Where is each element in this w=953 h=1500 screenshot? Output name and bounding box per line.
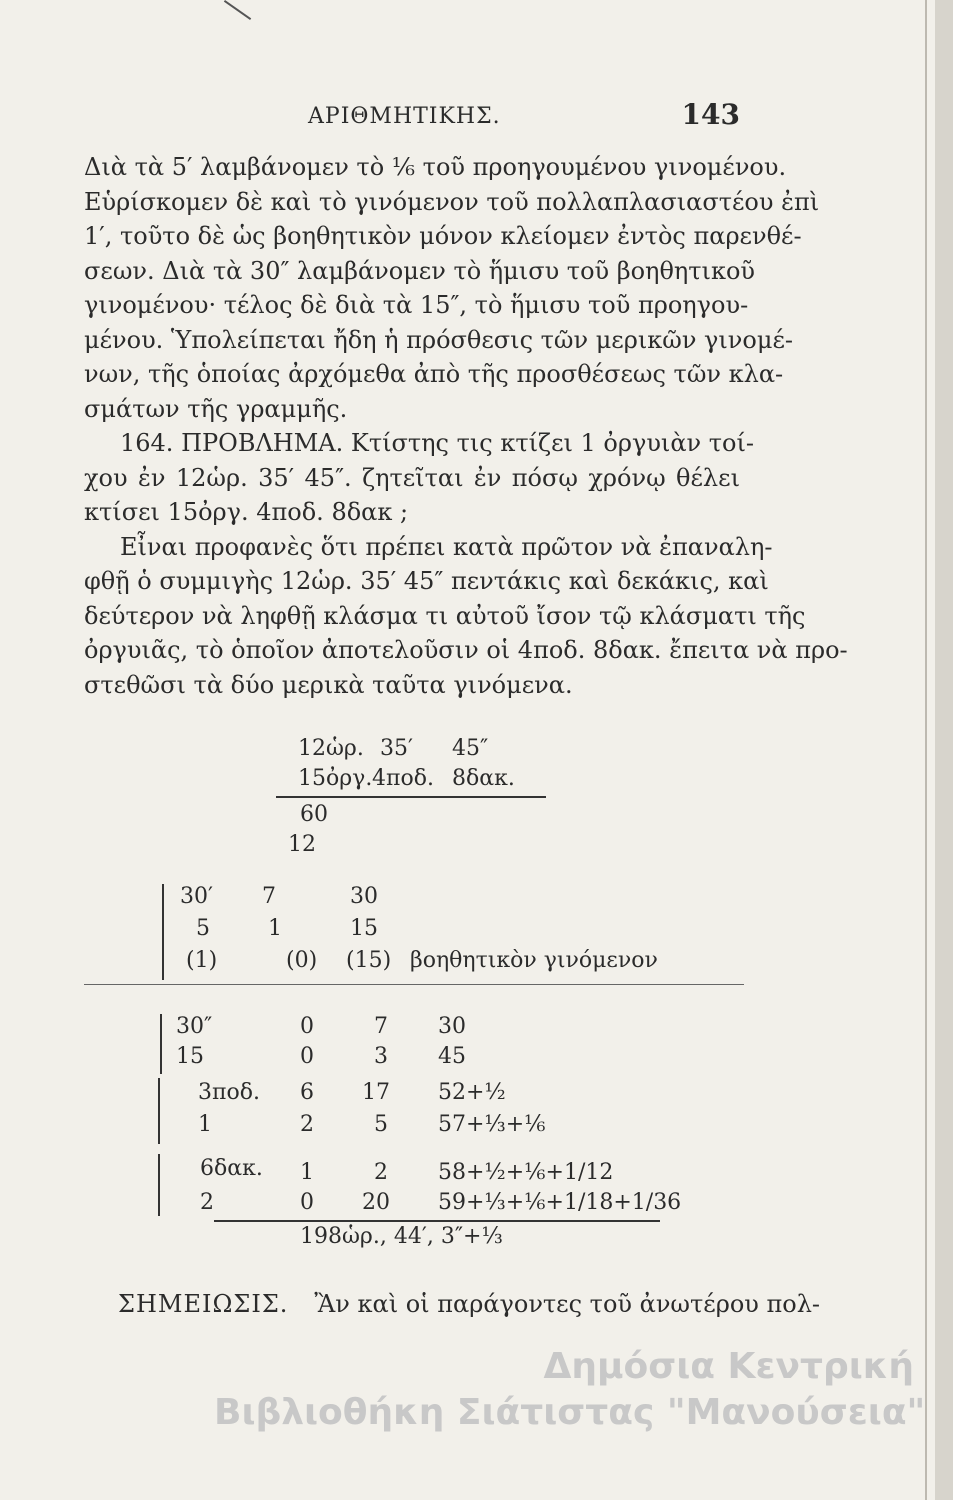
multiplicand-seconds: 45″ [452, 736, 489, 761]
multiplicand-minutes: 35′ [380, 736, 413, 761]
text-line: σεων. Διὰ τὰ 30″ λαμβάνομεν τὸ ἥμισυ τοῦ βοηθητικοῦ [84, 256, 755, 285]
text-line: Διὰ τὰ 5′ λαμβάνομεν τὸ ⅙ τοῦ προηγουμένου γινομένου. [84, 153, 787, 181]
minutes-row-cell: 30′ [180, 884, 213, 909]
text-line: μένου. Ὑπολείπεται ἤδη ἡ πρόσθεσις τῶν μερικῶν γινομέ- [84, 325, 793, 354]
seconds-row-cell: 3 [374, 1044, 388, 1069]
fingers-row-cell: 58+½+⅙+1/12 [438, 1160, 614, 1185]
minutes-row-cell: 30 [350, 884, 378, 909]
multiplier-feet: 4ποδ. [372, 766, 434, 791]
auxiliary-row-cell: (0) [286, 948, 318, 973]
text-line: Εἶναι προφανὲς ὅτι πρέπει κατὰ πρῶτον νὰ ἐπαναλη- [120, 532, 773, 561]
auxiliary-row-cell: (15) [346, 948, 392, 973]
feet-row-cell: 57+⅓+⅙ [438, 1112, 546, 1137]
text-line: φθῇ ὁ συμμιγὴς 12ὡρ. 35′ 45″ πεντάκις καὶ δεκάκις, καὶ [84, 567, 769, 595]
auxiliary-product-label: βοηθητικὸν γινόμενον [410, 948, 658, 973]
brace-seconds [160, 1014, 162, 1074]
text-line: Εὑρίσκομεν δὲ καὶ τὸ γινόμενον τοῦ πολλαπλασιαστέου ἐπὶ [84, 187, 820, 216]
brace-feet [158, 1078, 160, 1144]
feet-row-cell: 3ποδ. [198, 1080, 260, 1105]
note-text: Ἂν καὶ οἱ παράγοντες τοῦ ἀνωτέρου πολ- [314, 1290, 821, 1318]
minutes-row-cell: 1 [268, 916, 282, 941]
feet-row-cell: 6 [300, 1080, 314, 1105]
fingers-row-cell: 1 [300, 1160, 314, 1185]
text-line: γινομένου· τέλος δὲ διὰ τὰ 15″, τὸ ἥμισυ τοῦ προηγου- [84, 291, 749, 319]
auxiliary-row-cell: (1) [186, 948, 218, 973]
rule-above-total [214, 1220, 660, 1222]
fingers-row-cell: 6δακ. [200, 1156, 263, 1181]
text-line: χου ἐν 12ὡρ. 35′ 45″. ζητεῖται ἐν πόσῳ χρόνῳ θέλει [84, 463, 740, 492]
feet-row-cell: 2 [300, 1112, 314, 1137]
problem-heading-line: 164. ΠΡΟΒΛΗΜΑ. Κτίστης τις κτίζει 1 ὀργυιὰν τοί- [120, 429, 755, 457]
seconds-row-cell: 30 [438, 1014, 466, 1039]
multiplier-fingers: 8δακ. [452, 766, 515, 791]
seconds-row-cell: 7 [374, 1014, 388, 1039]
feet-row-cell: 52+½ [438, 1080, 506, 1105]
seconds-row-cell: 0 [300, 1044, 314, 1069]
multiplier-fathoms: 15ὀργ. [298, 766, 373, 791]
note-label: ΣΗΜΕΙΩΣΙΣ. [118, 1290, 289, 1318]
text-line: σμάτων τῆς γραμμῆς. [84, 394, 348, 423]
fingers-row-cell: 2 [200, 1190, 214, 1215]
feet-row-cell: 5 [374, 1112, 388, 1137]
note [118, 1290, 821, 1318]
page-number: 143 [681, 98, 740, 131]
fingers-row-cell: 2 [374, 1160, 388, 1185]
rule-under-factors [276, 796, 546, 798]
brace-fingers [158, 1154, 160, 1216]
text-line: νων, τῆς ὁποίας ἀρχόμεθα ἀπὸ τῆς προσθέσεως τῶν κλα- [84, 360, 784, 388]
seconds-row-cell: 45 [438, 1044, 466, 1069]
seconds-row-cell: 15 [176, 1044, 204, 1069]
library-watermark-line-1: Δημόσια Κεντρική [543, 1346, 914, 1387]
seconds-row-cell: 30″ [176, 1014, 213, 1039]
partial-hours-row: 12 [288, 832, 316, 857]
text-line: 1′, τοῦτο δὲ ὡς βοηθητικὸν μόνον κλείομεν ἐντὸς παρενθέ- [84, 222, 802, 250]
minutes-row-cell: 7 [262, 884, 276, 909]
minutes-row-cell: 15 [350, 916, 378, 941]
text-line: δεύτερον νὰ ληφθῇ κλάσμα τι αὐτοῦ ἴσον τῷ κλάσματι τῆς [84, 601, 806, 630]
text-line: στεθῶσι τὰ δύο μερικὰ ταῦτα γινόμενα. [84, 670, 573, 699]
calculation-total: 198ὡρ., 44′, 3″+⅓ [300, 1224, 503, 1249]
multiplicand-hours: 12ὡρ. [298, 736, 364, 761]
text-line: κτίσει 15ὀργ. 4ποδ. 8δακ ; [84, 498, 409, 526]
fingers-row-cell: 20 [362, 1190, 390, 1215]
fingers-row-cell: 0 [300, 1190, 314, 1215]
running-title: ΑΡΙΘΜΗΤΙΚΗΣ. [308, 104, 501, 129]
minutes-row-cell: 5 [196, 916, 210, 941]
rule-before-seconds [84, 984, 744, 985]
seconds-row-cell: 0 [300, 1014, 314, 1039]
text-line: ὀργυιᾶς, τὸ ὁποῖον ἀποτελοῦσιν οἱ 4ποδ. 8δακ. ἔπειτα νὰ προ- [84, 636, 848, 664]
feet-row-cell: 17 [362, 1080, 390, 1105]
library-watermark-line-2: Βιβλιοθήκη Σιάτιστας "Μανούσεια" [214, 1392, 926, 1433]
feet-row-cell: 1 [198, 1112, 212, 1137]
partial-hours-row: 60 [300, 802, 328, 827]
brace-minutes [162, 884, 164, 980]
fingers-row-cell: 59+⅓+⅙+1/18+1/36 [438, 1190, 682, 1215]
